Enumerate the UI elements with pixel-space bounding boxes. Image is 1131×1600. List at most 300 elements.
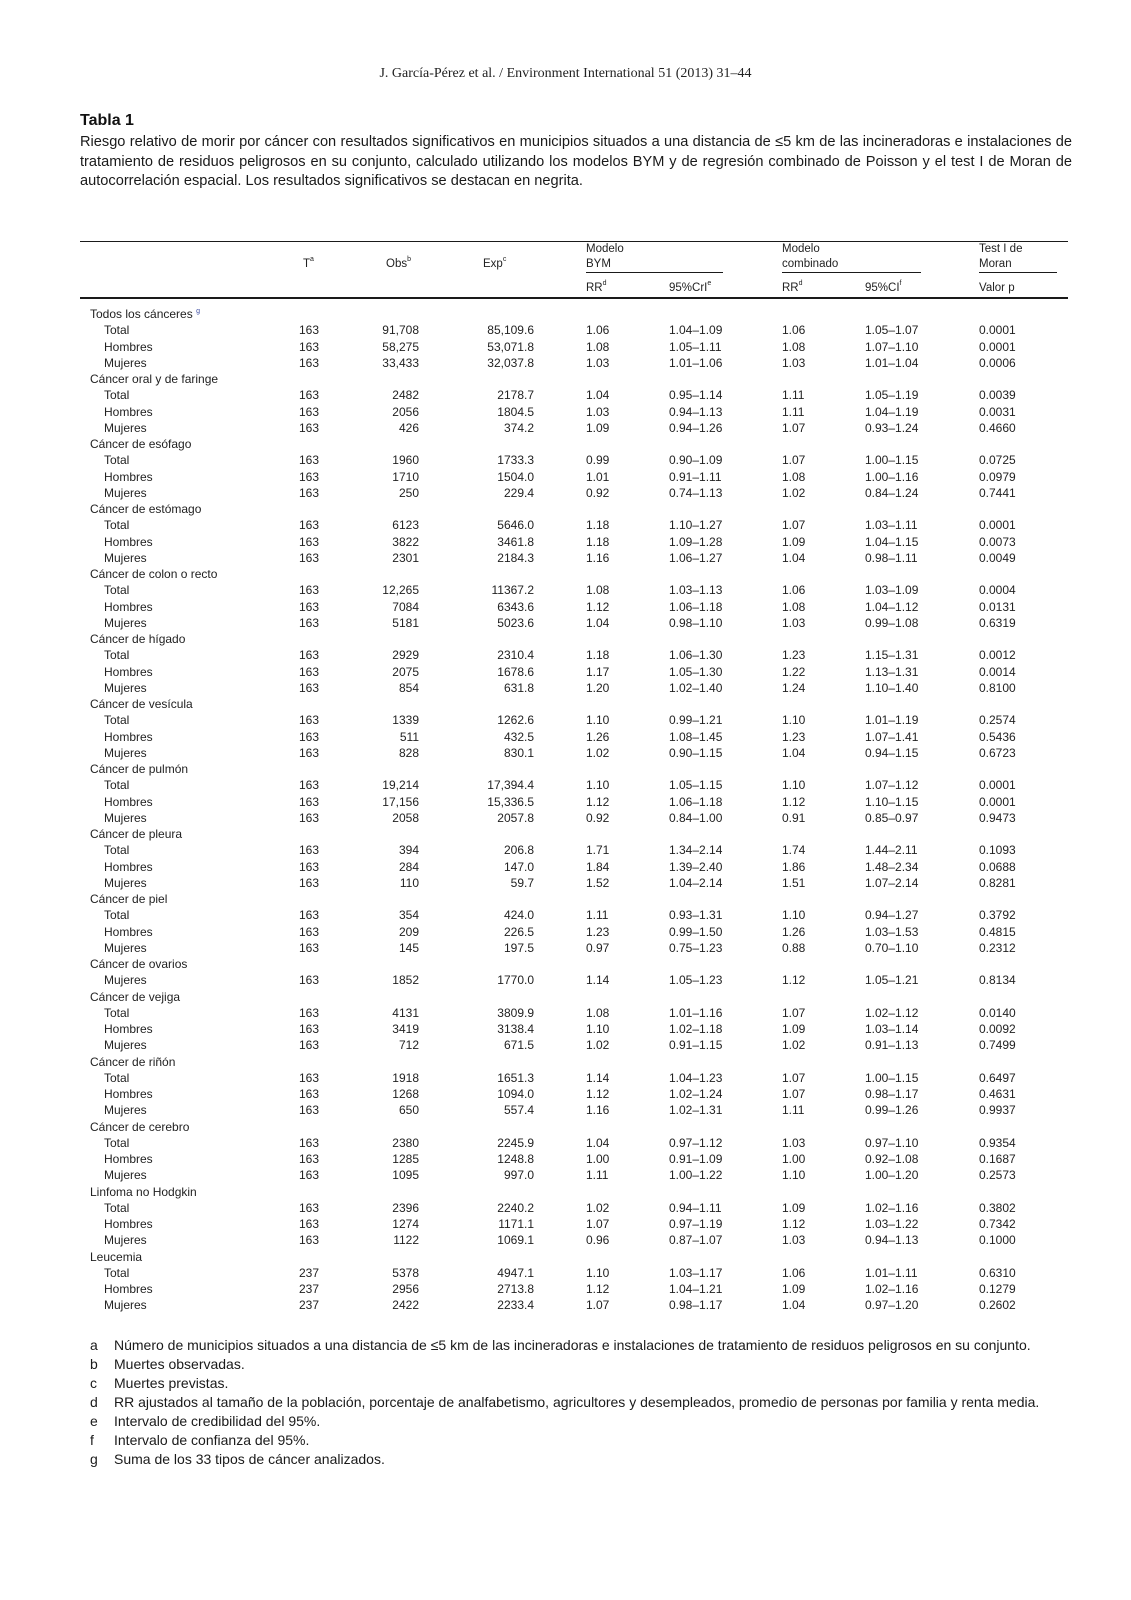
table-row xyxy=(0,1086,1131,1102)
label-text: Total xyxy=(104,1005,130,1020)
cell-rr-combined: 1.07 xyxy=(782,420,806,435)
cell-pvalue: 0.0725 xyxy=(979,453,1016,468)
cell-crl: 1.01–1.16 xyxy=(669,1005,723,1020)
group-label xyxy=(90,631,185,647)
table-row xyxy=(0,452,1131,468)
cell-pvalue: 0.0004 xyxy=(979,583,1016,598)
row-label xyxy=(104,859,153,875)
group-label xyxy=(90,956,187,972)
group-label xyxy=(90,989,180,1005)
table-group-row xyxy=(0,1184,1131,1200)
cell-crl: 0.94–1.11 xyxy=(669,1200,722,1215)
cell-rr-combined: 1.11 xyxy=(782,1103,805,1118)
cell-rr-combined: 1.11 xyxy=(782,388,805,403)
cell-ci: 1.00–1.16 xyxy=(865,469,919,484)
label-text: Cáncer de riñón xyxy=(90,1054,176,1069)
cell-crl: 1.39–2.40 xyxy=(669,859,723,874)
cell-pvalue: 0.0006 xyxy=(979,355,1016,370)
row-label xyxy=(104,875,147,891)
cell-crl: 1.02–1.40 xyxy=(669,680,723,695)
cell-rr-combined: 1.23 xyxy=(782,729,806,744)
cell-rr-bym: 1.10 xyxy=(586,778,610,793)
row-label xyxy=(104,1102,147,1118)
label-text: Hombres xyxy=(104,1282,153,1296)
table-row xyxy=(0,972,1131,988)
cell-exp: 374.2 xyxy=(503,420,534,435)
cell-t: 163 xyxy=(298,973,319,988)
label-text: Total xyxy=(104,518,130,533)
footnote-key: d xyxy=(90,1394,98,1410)
cell-crl: 0.75–1.23 xyxy=(669,940,723,955)
table-row xyxy=(0,599,1131,615)
cell-exp: 1651.3 xyxy=(497,1070,534,1085)
cell-obs: 284 xyxy=(398,859,419,874)
cell-crl: 1.05–1.23 xyxy=(669,973,723,988)
cell-t: 163 xyxy=(298,518,319,533)
cell-rr-bym: 1.16 xyxy=(586,1103,610,1118)
cell-rr-bym: 1.03 xyxy=(586,355,610,370)
cell-obs: 1852 xyxy=(392,973,419,988)
cell-obs: 2380 xyxy=(392,1135,419,1150)
cell-rr-bym: 1.02 xyxy=(586,745,610,760)
cell-ci: 0.92–1.08 xyxy=(865,1152,919,1166)
cell-obs: 1095 xyxy=(392,1168,419,1183)
cell-rr-bym: 1.14 xyxy=(586,1070,610,1085)
cell-ci: 1.03–1.09 xyxy=(865,583,919,598)
cell-pvalue: 0.9937 xyxy=(979,1103,1016,1118)
cell-t: 163 xyxy=(298,550,319,565)
cell-rr-bym: 1.08 xyxy=(586,1005,610,1020)
cell-ci: 1.04–1.12 xyxy=(865,599,919,614)
table-row xyxy=(0,1070,1131,1086)
cell-pvalue: 0.6310 xyxy=(979,1265,1016,1280)
cell-rr-combined: 1.12 xyxy=(782,794,806,809)
cell-ci: 1.05–1.21 xyxy=(865,973,919,988)
cell-t: 163 xyxy=(298,339,319,354)
cell-pvalue: 0.4815 xyxy=(979,924,1016,939)
cell-crl: 1.00–1.22 xyxy=(669,1168,723,1183)
table-group-row xyxy=(0,566,1131,582)
cell-exp: 2184.3 xyxy=(497,550,534,565)
cell-crl: 1.08–1.45 xyxy=(669,729,723,744)
row-label xyxy=(104,794,153,810)
cell-rr-combined: 1.04 xyxy=(782,745,806,760)
table-row xyxy=(0,875,1131,891)
cell-exp: 1504.0 xyxy=(497,469,534,484)
footnote-item xyxy=(90,1336,1072,1354)
cell-pvalue: 0.0001 xyxy=(979,778,1016,793)
footnote-item xyxy=(90,1355,1072,1373)
table-row xyxy=(0,420,1131,436)
row-label xyxy=(104,1265,129,1281)
footnote-text: Muertes observadas. xyxy=(114,1356,245,1372)
cell-exp: 631.8 xyxy=(503,680,534,695)
cell-crl: 1.02–1.31 xyxy=(669,1103,723,1118)
cell-rr-bym: 1.18 xyxy=(586,518,610,533)
cell-crl: 1.04–1.09 xyxy=(669,323,723,338)
row-label xyxy=(104,842,129,858)
label-text: Total xyxy=(104,388,130,403)
label-text: Total xyxy=(104,583,130,598)
cell-exp: 1069.1 xyxy=(497,1233,534,1248)
table-row xyxy=(0,339,1131,355)
cell-pvalue: 0.2574 xyxy=(979,713,1016,728)
cell-crl: 1.02–1.18 xyxy=(669,1022,723,1036)
footnote-item xyxy=(90,1450,1072,1468)
cell-crl: 1.06–1.27 xyxy=(669,550,723,565)
cell-exp: 424.0 xyxy=(503,908,534,923)
cell-t: 163 xyxy=(298,1152,319,1166)
cell-ci: 1.15–1.31 xyxy=(865,648,919,663)
cell-ci: 1.13–1.31 xyxy=(865,664,919,679)
label-text: Hombres xyxy=(104,1217,153,1231)
row-label xyxy=(104,387,129,403)
cell-ci: 1.01–1.04 xyxy=(865,355,919,370)
col-header-crl: 95%CrI$^e$ xyxy=(669,280,712,294)
footnote-item xyxy=(90,1374,1072,1392)
cell-ci: 0.93–1.24 xyxy=(865,420,919,435)
cell-obs: 511 xyxy=(399,729,419,744)
cell-rr-bym: 1.04 xyxy=(586,615,610,630)
cell-crl: 0.87–1.07 xyxy=(669,1233,723,1248)
footnote-text: Muertes previstas. xyxy=(114,1375,229,1391)
cell-t: 163 xyxy=(298,713,319,728)
cell-rr-bym: 1.71 xyxy=(586,843,610,858)
cell-crl: 0.84–1.00 xyxy=(669,810,723,825)
cell-ci: 0.98–1.17 xyxy=(865,1087,919,1101)
table-body xyxy=(0,306,1131,1314)
cell-rr-combined: 1.07 xyxy=(782,1087,806,1101)
row-label xyxy=(104,664,153,680)
cell-exp: 32,037.8 xyxy=(487,355,534,370)
cell-crl: 1.06–1.30 xyxy=(669,648,723,663)
cell-t: 163 xyxy=(298,355,319,370)
cell-t: 163 xyxy=(298,664,319,679)
row-label xyxy=(104,420,147,436)
cell-exp: 557.4 xyxy=(503,1103,534,1118)
row-label xyxy=(104,469,153,485)
label-text: Mujeres xyxy=(104,680,147,695)
label-text: Mujeres xyxy=(104,1168,147,1183)
cell-obs: 33,433 xyxy=(382,355,419,370)
cell-rr-combined: 1.07 xyxy=(782,1070,806,1085)
group-label xyxy=(90,501,201,517)
table-group-row xyxy=(0,989,1131,1005)
cell-pvalue: 0.2312 xyxy=(979,940,1016,955)
row-label xyxy=(104,1151,153,1167)
row-label xyxy=(104,599,153,615)
row-label xyxy=(104,729,153,745)
row-label xyxy=(104,322,129,338)
cell-pvalue: 0.9473 xyxy=(979,810,1016,825)
cell-ci: 0.91–1.13 xyxy=(865,1038,919,1053)
cell-pvalue: 0.4660 xyxy=(979,420,1016,435)
table-group-row xyxy=(0,761,1131,777)
table-row xyxy=(0,1135,1131,1151)
label-text: Cáncer de pulmón xyxy=(90,762,189,776)
row-label xyxy=(104,940,147,956)
cell-rr-combined: 1.23 xyxy=(782,648,806,663)
cell-exp: 6343.6 xyxy=(497,599,534,614)
label-text: Total xyxy=(104,323,130,338)
cell-exp: 5023.6 xyxy=(497,615,534,630)
row-label xyxy=(104,404,153,420)
cell-rr-bym: 1.06 xyxy=(586,323,610,338)
cell-obs: 354 xyxy=(398,908,419,923)
table-row xyxy=(0,1232,1131,1248)
cell-pvalue: 0.0001 xyxy=(979,518,1016,533)
cell-obs: 5181 xyxy=(392,615,419,630)
table-group-row xyxy=(0,696,1131,712)
label-text: Cáncer de cerebro xyxy=(90,1119,190,1134)
cell-rr-combined: 1.09 xyxy=(782,1200,806,1215)
footnote-key: e xyxy=(90,1413,98,1429)
cell-t: 163 xyxy=(298,1135,319,1150)
cell-rr-combined: 1.26 xyxy=(782,924,806,939)
cell-rr-bym: 0.96 xyxy=(586,1233,610,1248)
cell-obs: 4131 xyxy=(392,1005,419,1020)
cell-ci: 1.01–1.11 xyxy=(865,1265,918,1280)
cell-crl: 0.95–1.14 xyxy=(669,388,723,403)
table-row xyxy=(0,469,1131,485)
label-text: Hombres xyxy=(104,1152,153,1166)
cell-pvalue: 0.1000 xyxy=(979,1233,1016,1248)
cell-obs: 2058 xyxy=(392,810,419,825)
cell-exp: 59.7 xyxy=(510,875,534,890)
cell-t: 163 xyxy=(298,534,319,549)
cell-exp: 1248.8 xyxy=(497,1152,534,1166)
cell-exp: 2233.4 xyxy=(497,1298,534,1313)
cell-exp: 432.5 xyxy=(503,729,534,744)
cell-t: 163 xyxy=(298,388,319,403)
cell-rr-bym: 1.03 xyxy=(586,404,610,419)
label-text: Hombres xyxy=(104,404,153,419)
cell-obs: 12,265 xyxy=(382,583,419,598)
group-label xyxy=(90,1054,175,1070)
cell-ci: 0.94–1.27 xyxy=(865,908,919,923)
cell-rr-bym: 1.07 xyxy=(586,1298,610,1313)
cell-rr-combined: 1.08 xyxy=(782,339,806,354)
table-group-row xyxy=(0,891,1131,907)
cell-rr-bym: 1.18 xyxy=(586,534,610,549)
cell-obs: 91,708 xyxy=(382,323,419,338)
cell-rr-bym: 1.16 xyxy=(586,550,610,565)
label-text: Mujeres xyxy=(104,550,147,565)
group-label xyxy=(90,826,182,842)
cell-crl: 0.98–1.10 xyxy=(669,615,723,630)
cell-rr-combined: 1.08 xyxy=(782,599,806,614)
footnote-item xyxy=(90,1431,1072,1449)
col-header-t: $T^a$ xyxy=(303,256,314,270)
footnote-item xyxy=(90,1412,1072,1430)
col-header-rr-combined: $RR^d$ xyxy=(782,280,803,294)
table-group-row xyxy=(0,631,1131,647)
label-text: Cáncer de esófago xyxy=(90,437,192,451)
cell-rr-bym: 1.08 xyxy=(586,339,610,354)
cell-ci: 0.70–1.10 xyxy=(865,940,919,955)
footnote-ref[interactable]: g xyxy=(196,308,200,315)
table-row xyxy=(0,729,1131,745)
label-text: Mujeres xyxy=(104,1103,147,1118)
cell-crl: 0.74–1.13 xyxy=(669,485,723,500)
row-label xyxy=(104,680,147,696)
table-row xyxy=(0,517,1131,533)
cell-obs: 650 xyxy=(398,1103,419,1118)
cell-crl: 1.04–1.21 xyxy=(669,1282,723,1296)
label-text: Leucemia xyxy=(90,1249,143,1264)
table-group-row xyxy=(0,371,1131,387)
cell-exp: 229.4 xyxy=(503,485,534,500)
cell-crl: 0.90–1.09 xyxy=(669,453,723,468)
cell-obs: 2482 xyxy=(392,388,419,403)
table-row xyxy=(0,1151,1131,1167)
cell-ci: 1.10–1.40 xyxy=(865,680,919,695)
label-text: Cáncer oral y de faringe xyxy=(90,372,219,386)
row-label xyxy=(104,1086,153,1102)
cell-rr-bym: 1.02 xyxy=(586,1200,610,1215)
cell-ci: 1.02–1.16 xyxy=(865,1200,919,1215)
cell-obs: 1268 xyxy=(392,1087,419,1101)
cell-exp: 15,336.5 xyxy=(487,794,534,809)
cell-obs: 1710 xyxy=(392,469,419,484)
cell-t: 163 xyxy=(298,1233,319,1248)
cell-t: 163 xyxy=(298,908,319,923)
cell-t: 237 xyxy=(298,1298,319,1313)
cell-ci: 1.01–1.19 xyxy=(865,713,919,728)
label-text: Mujeres xyxy=(104,1298,147,1313)
cell-rr-bym: 1.08 xyxy=(586,583,610,598)
table-top-rule xyxy=(80,241,1068,242)
cell-rr-combined: 1.09 xyxy=(782,1022,806,1036)
cell-pvalue: 0.9354 xyxy=(979,1135,1016,1150)
group-label xyxy=(90,761,188,777)
table-group-row xyxy=(0,436,1131,452)
cell-rr-bym: 1.10 xyxy=(586,1022,610,1036)
row-label xyxy=(104,517,129,533)
cell-obs: 2075 xyxy=(392,664,419,679)
cell-rr-combined: 0.91 xyxy=(782,810,806,825)
cell-pvalue: 0.8100 xyxy=(979,680,1016,695)
label-text: Total xyxy=(104,908,130,923)
cell-rr-bym: 1.09 xyxy=(586,420,610,435)
cell-obs: 19,214 xyxy=(382,778,419,793)
cell-exp: 3809.9 xyxy=(497,1005,534,1020)
cell-rr-combined: 1.06 xyxy=(782,323,806,338)
cell-pvalue: 0.1279 xyxy=(979,1282,1016,1296)
cell-t: 163 xyxy=(298,794,319,809)
table-row xyxy=(0,404,1131,420)
label-text: Cáncer de estómago xyxy=(90,502,202,516)
row-label xyxy=(104,1281,153,1297)
cell-obs: 2956 xyxy=(392,1282,419,1296)
cell-ci: 1.07–1.10 xyxy=(865,339,919,354)
cell-t: 163 xyxy=(298,810,319,825)
cell-pvalue: 0.0001 xyxy=(979,794,1016,809)
cell-ci: 1.03–1.11 xyxy=(865,518,918,533)
cell-rr-bym: 0.97 xyxy=(586,940,610,955)
cell-exp: 2178.7 xyxy=(497,388,534,403)
cell-crl: 0.98–1.17 xyxy=(669,1298,723,1313)
col-header-ci: $95\%CI^f$ xyxy=(865,280,902,294)
cell-obs: 1122 xyxy=(393,1233,419,1248)
cell-crl: 1.05–1.15 xyxy=(669,778,723,793)
cell-t: 163 xyxy=(298,615,319,630)
cell-crl: 0.99–1.21 xyxy=(669,713,723,728)
table-row xyxy=(0,1037,1131,1053)
cell-t: 163 xyxy=(298,648,319,663)
col-header-rr-bym: $RR^d$ xyxy=(586,280,607,294)
cell-ci: 0.94–1.15 xyxy=(865,745,919,760)
label-text: Total xyxy=(104,713,130,728)
row-label xyxy=(104,615,147,631)
cell-t: 163 xyxy=(298,1200,319,1215)
label-text: Hombres xyxy=(104,1087,153,1101)
table-row xyxy=(0,680,1131,696)
table-title: Tabla 1 xyxy=(80,112,134,129)
table-row xyxy=(0,534,1131,550)
cell-obs: 209 xyxy=(398,924,419,939)
cell-crl: 0.90–1.15 xyxy=(669,745,723,760)
cell-ci: 0.97–1.10 xyxy=(865,1135,919,1150)
cell-rr-combined: 1.07 xyxy=(782,453,806,468)
cell-obs: 3419 xyxy=(392,1022,419,1036)
cell-t: 163 xyxy=(298,729,319,744)
footnote-text: Número de municipios situados a una distancia de ≤5 km de las incineradoras e instalaciones de tratamiento de residuos peligrosos en su conjunto. xyxy=(114,1337,1031,1353)
row-label xyxy=(104,1167,147,1183)
cell-exp: 1262.6 xyxy=(497,713,534,728)
cell-rr-combined: 1.10 xyxy=(782,908,806,923)
label-text: Total xyxy=(104,1070,130,1085)
label-text: Mujeres xyxy=(104,1233,147,1248)
footnote-item xyxy=(90,1393,1072,1411)
cell-ci: 1.02–1.16 xyxy=(865,1282,919,1296)
label-text: Mujeres xyxy=(104,420,147,435)
cell-t: 163 xyxy=(298,1038,319,1053)
cell-rr-combined: 1.24 xyxy=(782,680,806,695)
table-row xyxy=(0,355,1131,371)
cell-crl: 1.02–1.24 xyxy=(669,1087,723,1101)
cell-obs: 17,156 xyxy=(382,794,419,809)
cell-rr-bym: 0.99 xyxy=(586,453,610,468)
cell-rr-combined: 1.86 xyxy=(782,859,806,874)
group-label xyxy=(90,696,193,712)
cell-rr-combined: 1.06 xyxy=(782,583,806,598)
footnote-key: f xyxy=(90,1432,94,1448)
cell-rr-bym: 1.07 xyxy=(586,1217,610,1231)
table-row xyxy=(0,1167,1131,1183)
cell-crl: 0.97–1.19 xyxy=(669,1217,723,1231)
row-label xyxy=(104,534,153,550)
cell-obs: 58,275 xyxy=(382,339,419,354)
cell-crl: 1.06–1.18 xyxy=(669,599,723,614)
cell-t: 163 xyxy=(298,420,319,435)
cell-rr-bym: 1.84 xyxy=(586,859,610,874)
col-header-exp: Exp$^c$ xyxy=(483,256,507,270)
cell-crl: 1.06–1.18 xyxy=(669,794,723,809)
label-text: Mujeres xyxy=(104,875,147,890)
group-label xyxy=(90,436,191,452)
footnote-key: a xyxy=(90,1337,98,1353)
cell-exp: 2240.2 xyxy=(497,1200,534,1215)
header-bottom-rule xyxy=(80,297,1068,299)
table-row xyxy=(0,1021,1131,1037)
cell-obs: 426 xyxy=(398,420,419,435)
cell-ci: 1.07–2.14 xyxy=(865,875,919,890)
cell-pvalue: 0.2573 xyxy=(979,1168,1016,1183)
cell-pvalue: 0.0031 xyxy=(979,404,1016,419)
cell-exp: 671.5 xyxy=(503,1038,534,1053)
cell-rr-bym: 1.26 xyxy=(586,729,610,744)
